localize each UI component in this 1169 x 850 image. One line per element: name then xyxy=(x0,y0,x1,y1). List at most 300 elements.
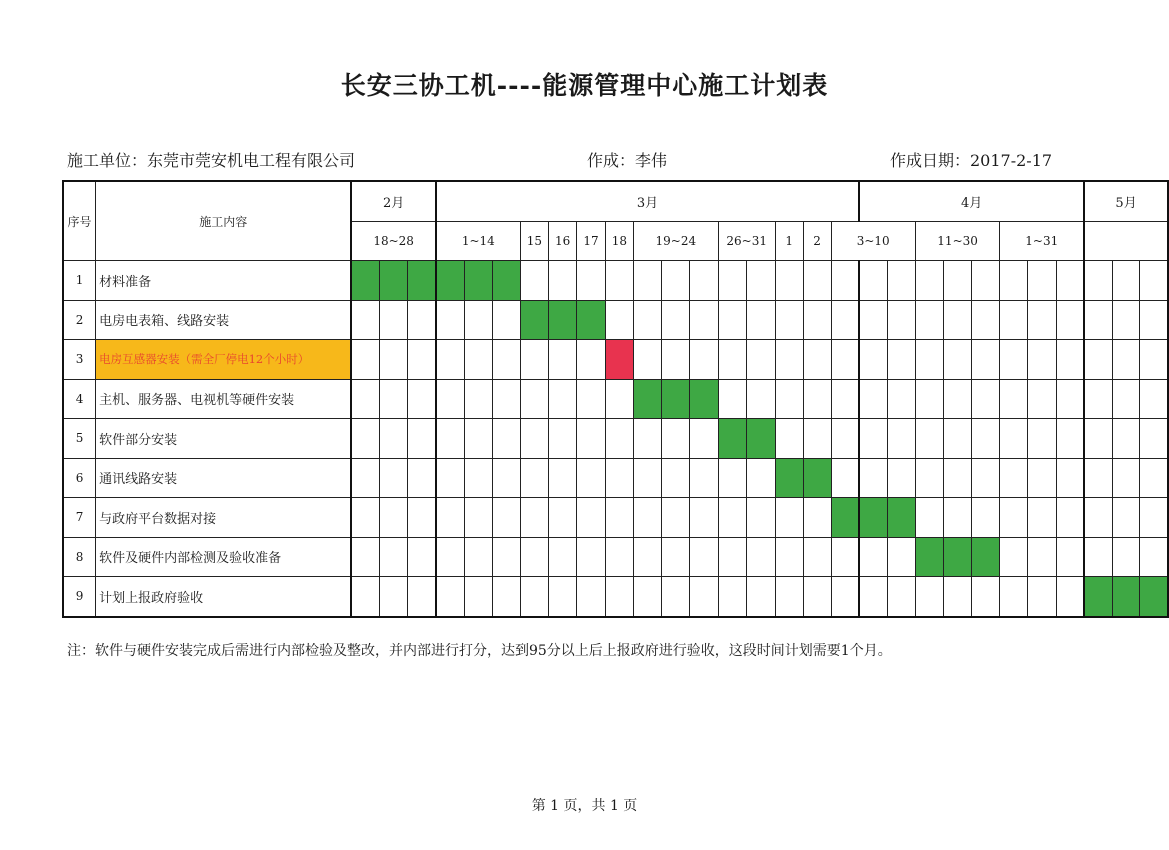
gantt-cell xyxy=(577,458,605,498)
gantt-cell xyxy=(747,577,776,617)
gantt-cell xyxy=(718,577,747,617)
gantt-cell xyxy=(605,537,633,577)
gantt-cell xyxy=(492,300,520,340)
gantt-cell xyxy=(887,261,915,301)
gantt-bar-cell xyxy=(492,261,520,301)
gantt-cell xyxy=(1084,498,1112,538)
gantt-cell xyxy=(690,458,718,498)
gantt-cell xyxy=(577,261,605,301)
gantt-cell xyxy=(944,577,972,617)
gantt-cell xyxy=(718,379,747,419)
task-seq: 6 xyxy=(63,458,96,498)
gantt-cell xyxy=(634,300,662,340)
gantt-cell xyxy=(915,458,943,498)
gantt-cell xyxy=(718,261,747,301)
gantt-cell xyxy=(577,379,605,419)
gantt-cell xyxy=(605,419,633,459)
gantt-cell xyxy=(1084,340,1112,380)
gantt-cell xyxy=(887,458,915,498)
gantt-cell xyxy=(915,261,943,301)
gantt-cell xyxy=(492,379,520,419)
task-seq: 1 xyxy=(63,261,96,301)
gantt-cell xyxy=(1028,379,1056,419)
gantt-cell xyxy=(605,261,633,301)
gantt-cell xyxy=(408,379,436,419)
gantt-cell xyxy=(944,458,972,498)
task-row xyxy=(63,340,1168,380)
gantt-cell xyxy=(577,498,605,538)
gantt-cell xyxy=(859,577,887,617)
gantt-cell xyxy=(944,300,972,340)
date-range-header: 18~28 xyxy=(351,222,436,261)
gantt-bar-cell xyxy=(915,537,943,577)
gantt-cell xyxy=(831,340,859,380)
gantt-cell xyxy=(380,300,408,340)
gantt-cell xyxy=(1140,419,1168,459)
gantt-cell xyxy=(520,458,548,498)
gantt-cell xyxy=(520,577,548,617)
page-title: 长安三协工机----能源管理中心施工计划表 xyxy=(340,71,829,100)
gantt-cell xyxy=(436,498,464,538)
gantt-cell xyxy=(1028,419,1056,459)
gantt-cell xyxy=(859,261,887,301)
gantt-cell xyxy=(775,340,803,380)
gantt-cell xyxy=(859,419,887,459)
gantt-cell xyxy=(1112,537,1140,577)
gantt-cell xyxy=(1000,261,1028,301)
date-range-header: 11~30 xyxy=(915,222,1000,261)
gantt-cell xyxy=(690,419,718,459)
month-header: 2月 xyxy=(351,181,436,222)
gantt-bar-cell xyxy=(408,261,436,301)
gantt-cell xyxy=(351,458,379,498)
gantt-cell xyxy=(408,498,436,538)
gantt-cell xyxy=(1140,537,1168,577)
date-range-header: 3~10 xyxy=(831,222,915,261)
gantt-cell xyxy=(492,340,520,380)
gantt-cell xyxy=(690,498,718,538)
gantt-cell xyxy=(747,340,776,380)
gantt-cell xyxy=(464,458,492,498)
gantt-bar-cell xyxy=(1084,577,1112,617)
gantt-cell xyxy=(436,458,464,498)
task-seq: 9 xyxy=(63,577,96,617)
gantt-cell xyxy=(464,300,492,340)
gantt-cell xyxy=(408,300,436,340)
gantt-cell xyxy=(1000,458,1028,498)
gantt-cell xyxy=(408,419,436,459)
gantt-cell xyxy=(718,537,747,577)
gantt-cell xyxy=(1000,419,1028,459)
gantt-cell xyxy=(605,577,633,617)
gantt-cell xyxy=(1028,340,1056,380)
gantt-cell xyxy=(436,537,464,577)
task-name: 电房电表箱、线路安装 xyxy=(96,300,352,340)
gantt-cell xyxy=(1112,458,1140,498)
gantt-cell xyxy=(520,537,548,577)
gantt-bar-cell xyxy=(944,537,972,577)
gantt-cell xyxy=(1056,498,1084,538)
task-seq: 3 xyxy=(63,340,96,380)
gantt-cell xyxy=(775,300,803,340)
gantt-cell xyxy=(1056,300,1084,340)
gantt-cell xyxy=(1084,379,1112,419)
gantt-cell xyxy=(1112,419,1140,459)
date-range-header: 16 xyxy=(549,222,577,261)
gantt-cell xyxy=(577,577,605,617)
gantt-cell xyxy=(1028,261,1056,301)
gantt-cell xyxy=(634,419,662,459)
gantt-cell xyxy=(747,458,776,498)
gantt-cell xyxy=(803,300,831,340)
gantt-cell xyxy=(887,537,915,577)
gantt-cell xyxy=(634,340,662,380)
gantt-cell xyxy=(1028,300,1056,340)
gantt-cell xyxy=(520,419,548,459)
gantt-bar-cell xyxy=(436,261,464,301)
gantt-cell xyxy=(972,577,1000,617)
gantt-cell xyxy=(1000,300,1028,340)
gantt-cell xyxy=(634,537,662,577)
gantt-cell xyxy=(634,577,662,617)
gantt-cell xyxy=(549,261,577,301)
gantt-cell xyxy=(464,340,492,380)
gantt-cell xyxy=(1000,577,1028,617)
gantt-cell xyxy=(747,261,776,301)
month-header: 4月 xyxy=(859,181,1084,222)
gantt-bar-cell xyxy=(351,261,379,301)
gantt-cell xyxy=(1056,537,1084,577)
gantt-cell xyxy=(1140,300,1168,340)
gantt-bar-cell xyxy=(634,379,662,419)
task-name: 与政府平台数据对接 xyxy=(96,498,352,538)
gantt-cell xyxy=(1028,458,1056,498)
gantt-cell xyxy=(549,458,577,498)
gantt-cell xyxy=(492,419,520,459)
gantt-cell xyxy=(662,537,690,577)
gantt-cell xyxy=(690,537,718,577)
gantt-cell xyxy=(380,419,408,459)
gantt-cell xyxy=(549,577,577,617)
gantt-cell xyxy=(944,340,972,380)
gantt-bar-cell xyxy=(747,419,776,459)
gantt-cell xyxy=(1000,498,1028,538)
gantt-cell xyxy=(380,458,408,498)
month-header: 5月 xyxy=(1084,181,1168,222)
task-list xyxy=(63,261,1168,617)
gantt-bar-cell xyxy=(1112,577,1140,617)
gantt-cell xyxy=(380,577,408,617)
gantt-bar-cell xyxy=(859,498,887,538)
gantt-bar-cell xyxy=(972,537,1000,577)
gantt-cell xyxy=(351,419,379,459)
date-range-header: 17 xyxy=(577,222,605,261)
gantt-cell xyxy=(634,261,662,301)
gantt-cell xyxy=(831,300,859,340)
gantt-cell xyxy=(492,498,520,538)
task-row xyxy=(63,419,1168,459)
gantt-cell xyxy=(662,419,690,459)
gantt-cell xyxy=(464,419,492,459)
gantt-cell xyxy=(520,340,548,380)
gantt-cell xyxy=(1140,261,1168,301)
gantt-cell xyxy=(1000,340,1028,380)
gantt-cell xyxy=(492,458,520,498)
gantt-cell xyxy=(803,261,831,301)
gantt-cell xyxy=(775,537,803,577)
gantt-cell xyxy=(1140,458,1168,498)
gantt-cell xyxy=(972,458,1000,498)
gantt-cell xyxy=(1084,458,1112,498)
gantt-cell xyxy=(718,458,747,498)
gantt-cell xyxy=(831,537,859,577)
gantt-cell xyxy=(972,498,1000,538)
gantt-cell xyxy=(944,261,972,301)
gantt-cell xyxy=(380,340,408,380)
gantt-cell xyxy=(690,340,718,380)
gantt-cell xyxy=(380,379,408,419)
month-header: 3月 xyxy=(436,181,859,222)
gantt-cell xyxy=(492,577,520,617)
gantt-bar-cell xyxy=(662,379,690,419)
gantt-cell xyxy=(1112,300,1140,340)
month-header-row xyxy=(63,181,1168,222)
gantt-cell xyxy=(831,458,859,498)
gantt-cell xyxy=(915,419,943,459)
task-row xyxy=(63,300,1168,340)
gantt-cell xyxy=(859,379,887,419)
gantt-cell xyxy=(1000,537,1028,577)
gantt-cell xyxy=(831,261,859,301)
date-range-header: 2 xyxy=(803,222,831,261)
gantt-cell xyxy=(944,379,972,419)
gantt-cell xyxy=(1112,379,1140,419)
gantt-cell xyxy=(831,419,859,459)
gantt-cell xyxy=(803,340,831,380)
task-name: 电房互感器安装（需全厂停电12个小时） xyxy=(96,340,352,380)
gantt-cell xyxy=(436,577,464,617)
gantt-cell xyxy=(831,577,859,617)
gantt-cell xyxy=(1056,379,1084,419)
task-name: 软件及硬件内部检测及验收准备 xyxy=(96,537,352,577)
gantt-cell xyxy=(859,458,887,498)
date-range-header: 1 xyxy=(775,222,803,261)
gantt-cell xyxy=(662,458,690,498)
task-seq: 4 xyxy=(63,379,96,419)
gantt-cell xyxy=(972,300,1000,340)
task-row xyxy=(63,577,1168,617)
gantt-cell xyxy=(520,379,548,419)
gantt-cell xyxy=(803,419,831,459)
gantt-cell xyxy=(549,340,577,380)
gantt-cell xyxy=(662,261,690,301)
gantt-cell xyxy=(887,577,915,617)
date-range-header: 15 xyxy=(520,222,548,261)
gantt-cell xyxy=(972,419,1000,459)
gantt-cell xyxy=(718,498,747,538)
gantt-cell xyxy=(634,498,662,538)
gantt-cell xyxy=(915,340,943,380)
gantt-cell xyxy=(690,261,718,301)
gantt-cell xyxy=(408,577,436,617)
gantt-cell xyxy=(718,300,747,340)
content-header: 施工内容 xyxy=(96,181,352,261)
gantt-cell xyxy=(775,577,803,617)
gantt-cell xyxy=(464,379,492,419)
task-seq: 2 xyxy=(63,300,96,340)
gantt-cell xyxy=(436,419,464,459)
task-name: 主机、服务器、电视机等硬件安装 xyxy=(96,379,352,419)
gantt-bar-cell xyxy=(520,300,548,340)
gantt-cell xyxy=(747,537,776,577)
date-range-header: 26~31 xyxy=(718,222,775,261)
gantt-cell xyxy=(577,340,605,380)
gantt-table xyxy=(62,180,1169,618)
gantt-cell xyxy=(464,537,492,577)
gantt-cell xyxy=(436,300,464,340)
gantt-cell xyxy=(1056,261,1084,301)
gantt-cell xyxy=(1140,340,1168,380)
gantt-cell xyxy=(1140,498,1168,538)
gantt-cell xyxy=(915,300,943,340)
gantt-cell xyxy=(775,498,803,538)
gantt-cell xyxy=(605,498,633,538)
gantt-cell xyxy=(1112,261,1140,301)
gantt-cell xyxy=(351,379,379,419)
gantt-cell xyxy=(1028,537,1056,577)
gantt-bar-cell xyxy=(887,498,915,538)
gantt-cell xyxy=(1084,419,1112,459)
gantt-cell xyxy=(520,498,548,538)
gantt-cell xyxy=(408,458,436,498)
task-seq: 5 xyxy=(63,419,96,459)
gantt-cell xyxy=(859,300,887,340)
gantt-cell xyxy=(1056,419,1084,459)
task-row xyxy=(63,379,1168,419)
gantt-cell xyxy=(1140,379,1168,419)
gantt-cell xyxy=(1028,577,1056,617)
gantt-cell xyxy=(1084,261,1112,301)
gantt-bar-cell xyxy=(803,458,831,498)
gantt-cell xyxy=(351,340,379,380)
gantt-cell xyxy=(520,261,548,301)
gantt-cell xyxy=(549,379,577,419)
gantt-cell xyxy=(972,379,1000,419)
gantt-cell xyxy=(859,340,887,380)
gantt-bar-cell xyxy=(775,458,803,498)
gantt-cell xyxy=(634,458,662,498)
gantt-cell xyxy=(1056,340,1084,380)
gantt-cell xyxy=(351,537,379,577)
task-name: 材料准备 xyxy=(96,261,352,301)
date-range-header: 1~14 xyxy=(436,222,520,261)
gantt-cell xyxy=(775,419,803,459)
gantt-bar-cell xyxy=(718,419,747,459)
gantt-cell xyxy=(605,379,633,419)
gantt-cell xyxy=(1028,498,1056,538)
gantt-cell xyxy=(972,340,1000,380)
gantt-bar-cell xyxy=(464,261,492,301)
gantt-cell xyxy=(803,498,831,538)
gantt-bar-cell xyxy=(831,498,859,538)
seq-header: 序号 xyxy=(63,181,96,261)
gantt-bar-cell xyxy=(380,261,408,301)
gantt-cell xyxy=(803,537,831,577)
gantt-cell xyxy=(831,379,859,419)
gantt-cell xyxy=(464,498,492,538)
gantt-cell xyxy=(605,300,633,340)
gantt-cell xyxy=(577,419,605,459)
gantt-bar-cell xyxy=(1140,577,1168,617)
date-range-header: 19~24 xyxy=(634,222,719,261)
task-row xyxy=(63,458,1168,498)
gantt-cell xyxy=(915,379,943,419)
gantt-cell xyxy=(944,419,972,459)
task-row xyxy=(63,261,1168,301)
note: 注：软件与硬件安装完成后需进行内部检验及整改，并内部进行打分，达到95分以上后上报政府进行验收，这段时间计划需要1个月。 xyxy=(67,643,892,659)
gantt-cell xyxy=(887,379,915,419)
gantt-cell xyxy=(380,537,408,577)
task-row xyxy=(63,498,1168,538)
gantt-cell xyxy=(351,498,379,538)
gantt-cell xyxy=(662,577,690,617)
task-name: 通讯线路安装 xyxy=(96,458,352,498)
gantt-cell xyxy=(972,261,1000,301)
gantt-cell xyxy=(549,537,577,577)
gantt-cell xyxy=(662,300,690,340)
date-range-header: 1~31 xyxy=(1000,222,1084,261)
gantt-cell xyxy=(605,458,633,498)
gantt-cell xyxy=(915,498,943,538)
gantt-bar-cell xyxy=(605,340,633,380)
gantt-cell xyxy=(718,340,747,380)
gantt-cell xyxy=(1056,577,1084,617)
gantt-cell xyxy=(944,498,972,538)
gantt-cell xyxy=(775,261,803,301)
gantt-cell xyxy=(662,340,690,380)
gantt-bar-cell xyxy=(690,379,718,419)
gantt-cell xyxy=(690,300,718,340)
gantt-cell xyxy=(747,498,776,538)
gantt-cell xyxy=(1112,340,1140,380)
gantt-cell xyxy=(1084,300,1112,340)
construction-unit: 施工单位：东莞市莞安机电工程有限公司 xyxy=(67,151,356,170)
gantt-cell xyxy=(887,340,915,380)
gantt-cell xyxy=(887,300,915,340)
creation-date: 作成日期：2017-2-17 xyxy=(890,151,1053,170)
gantt-bar-cell xyxy=(549,300,577,340)
author: 作成：李伟 xyxy=(587,151,668,170)
page-footer: 第 1 页，共 1 页 xyxy=(531,798,638,814)
gantt-cell xyxy=(803,379,831,419)
gantt-cell xyxy=(351,577,379,617)
gantt-cell xyxy=(1112,498,1140,538)
gantt-cell xyxy=(859,537,887,577)
gantt-cell xyxy=(803,577,831,617)
gantt-cell xyxy=(380,498,408,538)
gantt-cell xyxy=(662,498,690,538)
date-range-header: 18 xyxy=(605,222,633,261)
gantt-cell xyxy=(915,577,943,617)
gantt-cell xyxy=(1084,537,1112,577)
task-seq: 8 xyxy=(63,537,96,577)
gantt-bar-cell xyxy=(577,300,605,340)
gantt-cell xyxy=(408,537,436,577)
gantt-cell xyxy=(492,537,520,577)
task-row xyxy=(63,537,1168,577)
gantt-cell xyxy=(408,340,436,380)
task-name: 软件部分安装 xyxy=(96,419,352,459)
